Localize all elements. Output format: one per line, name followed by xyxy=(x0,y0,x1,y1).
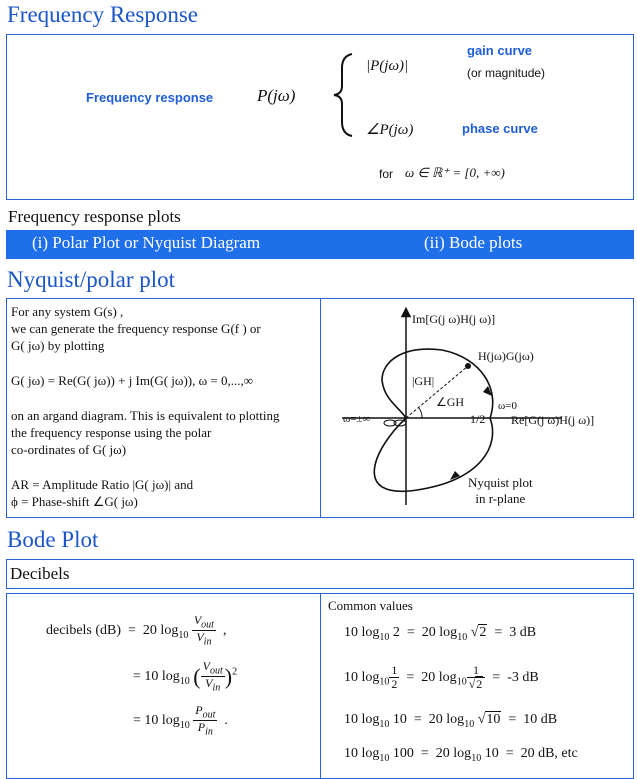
gh-magnitude-label: |GH| xyxy=(412,374,435,388)
nyquist-caption xyxy=(468,475,533,507)
text-line: For any system G(s) , xyxy=(11,304,124,319)
decibels-divider xyxy=(320,593,321,779)
caption-line: in r-plane xyxy=(475,491,526,506)
db-def-row-1: decibels (dB) = 20 $\log_{10}$ $\frac{V_{out}}{V_{in}}$ , xyxy=(46,613,227,648)
common-values-label: Common values xyxy=(328,598,413,613)
frequency-response-box xyxy=(6,34,634,200)
for-label: for xyxy=(379,167,394,181)
caption-line: Nyquist plot xyxy=(468,475,533,490)
decibels-heading-box xyxy=(6,559,634,589)
or-magnitude-label: (or magnitude) xyxy=(467,66,546,80)
cv-row-1: 10 $\log_{10} 2 = 20$ $\log_{10} √2 = 3$ dB xyxy=(344,625,537,643)
omega-infinity-label: ω=±∞ xyxy=(343,413,371,425)
hg-label: H(jω)G(jω) xyxy=(478,349,534,363)
phase-expr: ∠P(jω) xyxy=(366,122,414,138)
im-axis-label: Im[G(j ω)H(j ω)] xyxy=(412,312,496,326)
cv-row-3: 10 $\log_{10} 10 = 20$ $\log_{10} √10 = 10$ dB xyxy=(344,712,558,730)
gh-angle-label: ∠GH xyxy=(436,395,465,409)
magnitude-expr: |P(jω)| xyxy=(366,58,409,74)
p-jw: P(jω) xyxy=(257,86,296,105)
cv-row-4: 10 $\log_{10} 100 = 20$ $\log_{10} 10 = 20$ dB, etc xyxy=(344,746,578,764)
db-def-row-3: = 10 $\log_{10}$ $\frac{P_{out}}{P_{in}}$ . xyxy=(133,703,228,738)
text-line: on an argand diagram. This is equivalent to plotting xyxy=(11,408,280,423)
bode-plots-label: (ii) Bode plots xyxy=(424,233,523,252)
text-line: G( jω) = Re(G( jω)) + j Im(G( jω)), ω = 0,...,∞ xyxy=(11,373,254,388)
plots-heading: Frequency response plots xyxy=(8,207,181,226)
gain-curve-label: gain curve xyxy=(467,43,533,58)
curve-point xyxy=(465,363,471,369)
section-title-nyquist: Nyquist/polar plot xyxy=(7,267,176,292)
frequency-response-label: Frequency response xyxy=(86,90,214,105)
section-title-bode: Bode Plot xyxy=(7,527,99,552)
text-line: G( jω) by plotting xyxy=(11,338,105,353)
polar-plot-label: (i) Polar Plot or Nyquist Diagram xyxy=(32,233,261,252)
nyquist-text xyxy=(11,303,321,510)
cv-row-2: 10 $\log_{10}$ $\frac{1}{2}$ = 20 $\log_{10}$ $\frac{1}{√2}$ = -3 dB xyxy=(344,663,539,692)
text-line: the frequency response using the polar xyxy=(11,425,212,440)
cv1-result: 3 dB xyxy=(509,625,537,640)
db-def-row-2: = 10 $\log_{10}$ ( $\frac{V_{out}}{V_{in}}$ )$^2$ xyxy=(133,659,238,694)
text-line: AR = Amplitude Ratio |G( jω)| and xyxy=(11,477,194,492)
text-line: we can generate the frequency response G(f ) or xyxy=(11,321,261,336)
cv2-result: -3 dB xyxy=(507,669,539,685)
re-axis-label: Re[G(j ω)H(j ω)] xyxy=(511,413,595,427)
cv3-result: 10 dB xyxy=(523,712,558,727)
text-line: ϕ = Phase-shift ∠G( jω) xyxy=(11,494,138,509)
omega-zero-label: ω=0 xyxy=(498,400,517,412)
curly-brace xyxy=(330,52,360,138)
db-def-label: decibels (dB) xyxy=(46,623,122,639)
cv4-result: 20 dB, etc xyxy=(520,746,578,761)
section-title-frequency-response: Frequency Response xyxy=(7,2,198,27)
decibels-heading: Decibels xyxy=(10,564,70,583)
phase-curve-label: phase curve xyxy=(462,121,538,136)
text-line: co-ordinates of G( jω) xyxy=(11,442,127,457)
half-label: 1/2 xyxy=(470,412,486,426)
omega-domain: ω ∈ ℝ⁺ = [0, +∞) xyxy=(405,165,505,180)
